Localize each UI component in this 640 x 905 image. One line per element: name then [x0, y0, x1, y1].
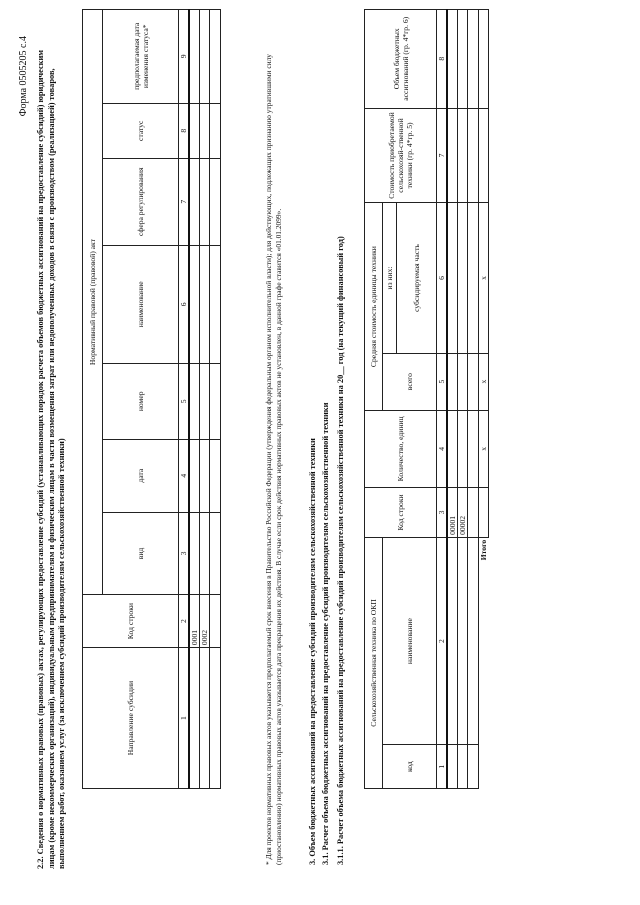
- col-status: статус: [103, 103, 179, 158]
- col-avg-group: Средняя стоимость единицы техники: [365, 203, 383, 410]
- col-of-which: из них:: [383, 203, 397, 353]
- table-row: [468, 10, 479, 789]
- col-okp-group: Сельскохозяйственная техника по ОКП: [365, 537, 383, 788]
- row-code: 00002: [458, 488, 468, 538]
- footnote: * Для проектов нормативных правовых актов указывается предполагаемый срок внесения в Правительство Российской Федерации (утверждения федеральным органом исполнительной власти); для действующих, подлежащих признанию утратившими силу (приостановлению) нормативных правовых актов указывается дата прекращения их действия. В случае если срок действия нормативных правовых актов не установлен, в данной графе ставится «01.01.2099».: [264, 54, 283, 865]
- col-code: Код строки: [365, 488, 437, 538]
- col-cost: Стоимость приобретаемой сельскохозяй-ственной техники (гр. 4*гр. 5): [365, 108, 437, 203]
- row-code: 0002: [200, 595, 210, 648]
- x-cell: x: [479, 353, 489, 410]
- row-code: 0001: [189, 595, 200, 648]
- row-code: 00001: [447, 488, 458, 538]
- col-qty: Количество, единиц: [365, 410, 437, 487]
- num-cell: 8: [437, 10, 448, 109]
- col-volume: Объем бюджетных ассигнований (гр. 4*гр. 6): [365, 10, 437, 109]
- num-cell: 2: [179, 595, 190, 648]
- col-act-group: Нормативный правовой (правовой) акт: [83, 10, 103, 595]
- table-row: [447, 10, 458, 789]
- section-3-1-heading: 3.1. Расчет объема бюджетных ассигнований на предоставление субсидий производителям сельскохозяйственной техники: [321, 402, 330, 865]
- col-total: всего: [383, 353, 437, 410]
- total-row: [479, 10, 489, 789]
- total-label: Итого: [479, 539, 489, 561]
- num-cell: 2: [437, 537, 448, 744]
- num-cell: 5: [179, 364, 190, 440]
- x-cell: x: [479, 410, 489, 487]
- num-cell: 7: [179, 158, 190, 245]
- col-name: наименование: [103, 245, 179, 363]
- num-cell: 4: [437, 410, 448, 487]
- form-code: Форма 0505205 с.4: [18, 36, 29, 117]
- col-kod: код: [383, 745, 437, 789]
- table-row: [210, 10, 221, 789]
- col-subsid: субсидируемая часть: [397, 203, 437, 353]
- num-cell: 9: [179, 10, 190, 104]
- section-2-2-heading: 2.2. Сведения о нормативных правовых (правовых) актах, регулирующих предоставление субсидий (устанавливающих порядок расчета объемов бюджетных ассигнований на предоставление субсидий) юридическим лицам (кроме некоммерческих организаций), индивидуальным предпринимателям и физическим лицам в части возмещения затрат или недополученных доходов в связи с производством (реализацией) товаров, выполнением работ, оказанием услуг (за исключением субсидий производителям сельскохозяйственной техники): [36, 49, 66, 869]
- col-direction: Направление субсидии: [83, 648, 179, 789]
- table-3-1-1: [364, 9, 489, 789]
- num-cell: 1: [179, 648, 190, 789]
- table-2-2: [82, 9, 221, 789]
- col-number: номер: [103, 364, 179, 440]
- num-cell: 6: [179, 245, 190, 363]
- table-row: [200, 10, 210, 789]
- x-cell: x: [479, 203, 489, 353]
- num-cell: 4: [179, 439, 190, 512]
- col-date: дата: [103, 439, 179, 512]
- num-cell: 3: [437, 488, 448, 538]
- num-cell: 5: [437, 353, 448, 410]
- col-sphere: сфера регулирования: [103, 158, 179, 245]
- num-cell: 3: [179, 512, 190, 594]
- table-row: [458, 10, 468, 789]
- num-cell: 8: [179, 103, 190, 158]
- col-expected-date: предполагаемая дата изменения статуса*: [103, 10, 179, 104]
- col-kind: вид: [103, 512, 179, 594]
- col-code: Код строки: [83, 595, 179, 648]
- section-3-heading: 3. Объем бюджетных ассигнований на предоставление субсидий производителям сельскохозяйственной техники: [308, 438, 317, 865]
- num-cell: 6: [437, 203, 448, 353]
- table-row: [189, 10, 200, 789]
- section-3-1-1-heading: 3.1.1. Расчет объема бюджетных ассигнований на предоставление субсидий производителям сельскохозяйственной техники на 20__ год (на текущий финансовый год): [336, 236, 345, 865]
- col-name: наименование: [383, 537, 437, 744]
- num-cell: 1: [437, 745, 448, 789]
- num-cell: 7: [437, 108, 448, 203]
